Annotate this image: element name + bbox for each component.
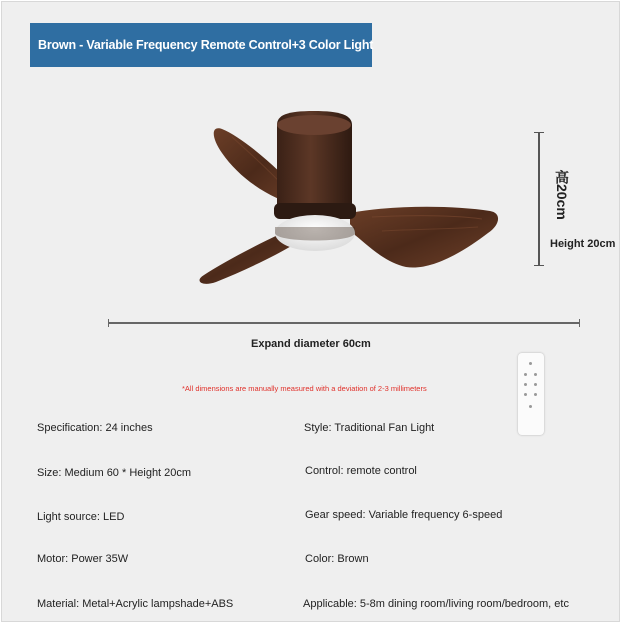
product-spec-sheet [1, 1, 620, 622]
product-title-banner: Brown - Variable Frequency Remote Control+3 Color Light [30, 23, 372, 67]
spec-style: Style: Traditional Fan Light [304, 422, 435, 434]
measurement-note: *All dimensions are manually measured with a deviation of 2-3 millimeters [182, 384, 427, 393]
spec-specification: Specification: 24 inches [37, 422, 153, 434]
remote-control-image [518, 353, 544, 435]
height-dimension-line [538, 132, 540, 266]
spec-material: Material: Metal+Acrylic lampshade+ABS [37, 598, 234, 610]
ceiling-fan-image [182, 107, 512, 287]
spec-light-source: Light source: LED [37, 511, 125, 523]
diameter-label: Expand diameter 60cm [251, 338, 371, 350]
spec-gear-speed: Gear speed: Variable frequency 6-speed [305, 509, 503, 521]
spec-motor: Motor: Power 35W [37, 553, 129, 565]
diameter-dimension-line [108, 322, 580, 324]
spec-applicable: Applicable: 5-8m dining room/living room/bedroom, etc [303, 598, 569, 610]
height-vertical-label: 高20cm [554, 170, 570, 220]
height-label: Height 20cm [550, 238, 616, 250]
spec-size: Size: Medium 60 * Height 20cm [37, 467, 192, 479]
spec-control: Control: remote control [305, 465, 417, 477]
spec-color: Color: Brown [305, 553, 369, 565]
